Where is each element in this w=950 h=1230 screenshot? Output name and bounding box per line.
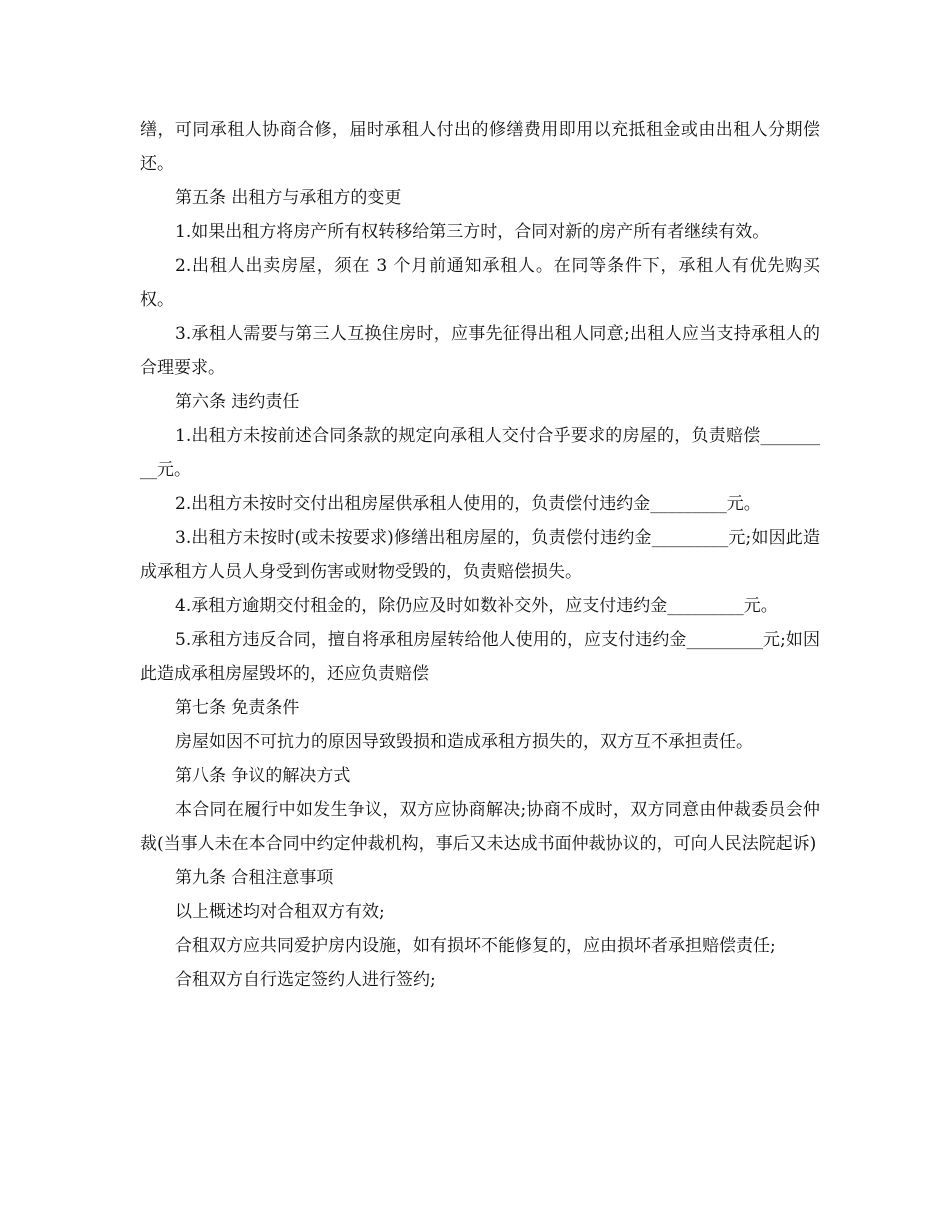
article-7-heading: 第七条 免责条件 <box>175 698 300 718</box>
article-5-clause-3: 3.承租人需要与第三人互换住房时，应事先征得出租人同意;出租人应当支持承租人的合理要求。 <box>140 324 820 378</box>
paragraph-continuation: 缮，可同承租人协商合修，届时承租人付出的修缮费用即用以充抵租金或由出租人分期偿还。 <box>140 120 820 174</box>
article-7-body: 房屋如因不可抗力的原因导致毁损和造成承租方损失的，双方互不承担责任。 <box>175 732 753 752</box>
article-9-item-1: 以上概述均对合租双方有效; <box>175 902 385 922</box>
article-6-clause-1: 1.出租方未按前述合同条款的规定向承租人交付合乎要求的房屋的，负责赔偿_________元。 <box>140 426 820 480</box>
article-6-heading: 第六条 违约责任 <box>175 392 300 412</box>
article-9-heading: 第九条 合租注意事项 <box>175 868 334 888</box>
article-5-clause-1: 1.如果出租方将房产所有权转移给第三方时，合同对新的房产所有者继续有效。 <box>175 222 770 242</box>
document-body <box>140 113 820 997</box>
article-6-clause-3: 3.出租方未按时(或未按要求)修缮出租房屋的，负责偿付违约金_________元;如因此造成承租方人员人身受到伤害或财物受毁的，负责赔偿损失。 <box>140 528 820 582</box>
article-6-clause-5: 5.承租方违反合同，擅自将承租房屋转给他人使用的，应支付违约金_________元;如因此造成承租房屋毁坏的，还应负责赔偿 <box>140 630 820 684</box>
article-6-clause-2: 2.出租方未按时交付出租房屋供承租人使用的，负责偿付违约金_________元。 <box>175 494 761 514</box>
article-9-item-2: 合租双方应共同爱护房内设施，如有损坏不能修复的，应由损坏者承担赔偿责任; <box>175 936 776 956</box>
article-5-clause-2: 2.出租人出卖房屋，须在 3 个月前通知承租人。在同等条件下，承租人有优先购买权。 <box>140 256 820 310</box>
article-8-body: 本合同在履行中如发生争议，双方应协商解决;协商不成时，双方同意由仲裁委员会仲裁(当事人未在本合同中约定仲裁机构，事后又未达成书面仲裁协议的，可向人民法院起诉) <box>140 800 820 854</box>
article-8-heading: 第八条 争议的解决方式 <box>175 766 351 786</box>
article-9-item-3: 合租双方自行选定签约人进行签约; <box>175 970 436 990</box>
article-6-clause-4: 4.承租方逾期交付租金的，除仍应及时如数补交外，应支付违约金_________元。 <box>175 596 778 616</box>
article-5-heading: 第五条 出租方与承租方的变更 <box>175 188 402 208</box>
